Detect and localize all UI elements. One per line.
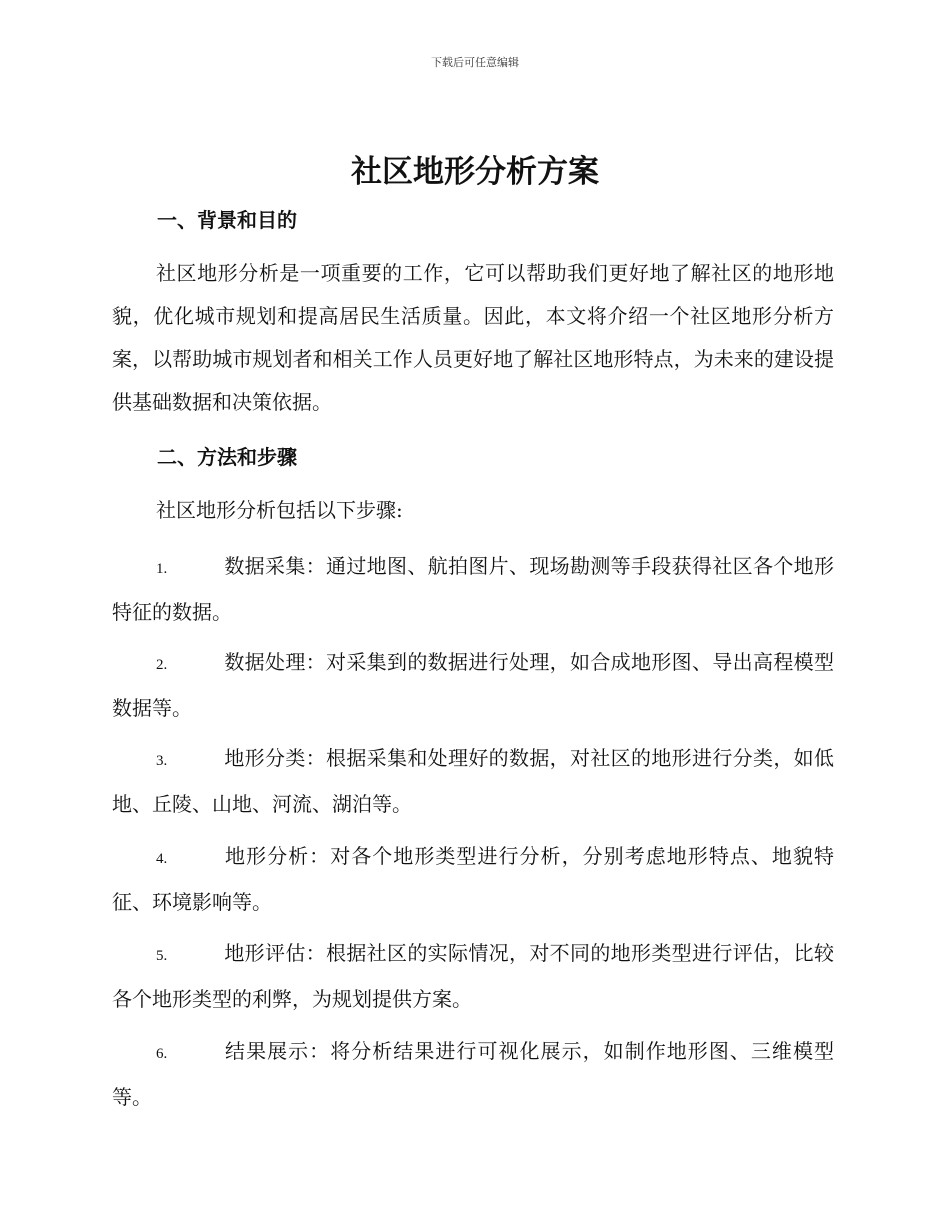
section-heading-background: 一、背景和目的 — [157, 208, 297, 232]
list-number: 5. — [156, 948, 168, 964]
list-item-5 — [112, 932, 834, 1021]
methods-intro: 社区地形分析包括以下步骤: — [156, 498, 403, 522]
document-title: 社区地形分析方案 — [351, 154, 599, 190]
list-text: 地形分类：根据采集和处理好的数据，对社区的地形进行分类，如低地、丘陵、山地、河流、湖泊等。 — [112, 746, 834, 816]
list-text: 地形评估：根据社区的实际情况，对不同的地形类型进行评估，比较各个地形类型的利弊，为规划提供方案。 — [112, 941, 834, 1011]
list-text: 数据采集：通过地图、航拍图片、现场勘测等手段获得社区各个地形特征的数据。 — [112, 554, 834, 624]
list-number: 2. — [156, 657, 168, 673]
header-note: 下载后可任意编辑 — [431, 56, 519, 69]
list-number: 6. — [156, 1046, 168, 1062]
list-text: 结果展示：将分析结果进行可视化展示，如制作地形图、三维模型等。 — [112, 1039, 834, 1109]
background-paragraph: 社区地形分析是一项重要的工作，它可以帮助我们更好地了解社区的地形地貌，优化城市规划和提高居民生活质量。因此，本文将介绍一个社区地形分析方案，以帮助城市规划者和相关工作人员更好地了解社区地形特点，为未来的建设提供基础数据和决策依据。 — [112, 261, 834, 414]
section-heading-methods: 二、方法和步骤 — [157, 445, 297, 469]
list-number: 4. — [156, 851, 168, 867]
list-number: 1. — [156, 561, 168, 577]
list-number: 3. — [156, 753, 168, 769]
list-item-4 — [112, 835, 834, 924]
list-text: 数据处理：对采集到的数据进行处理，如合成地形图、导出高程模型数据等。 — [112, 650, 834, 720]
list-text: 地形分析：对各个地形类型进行分析，分别考虑地形特点、地貌特征、环境影响等。 — [112, 844, 834, 914]
list-item-1 — [112, 545, 834, 634]
list-item-2 — [112, 641, 834, 730]
list-item-3 — [112, 737, 834, 826]
list-item-6 — [112, 1030, 834, 1119]
